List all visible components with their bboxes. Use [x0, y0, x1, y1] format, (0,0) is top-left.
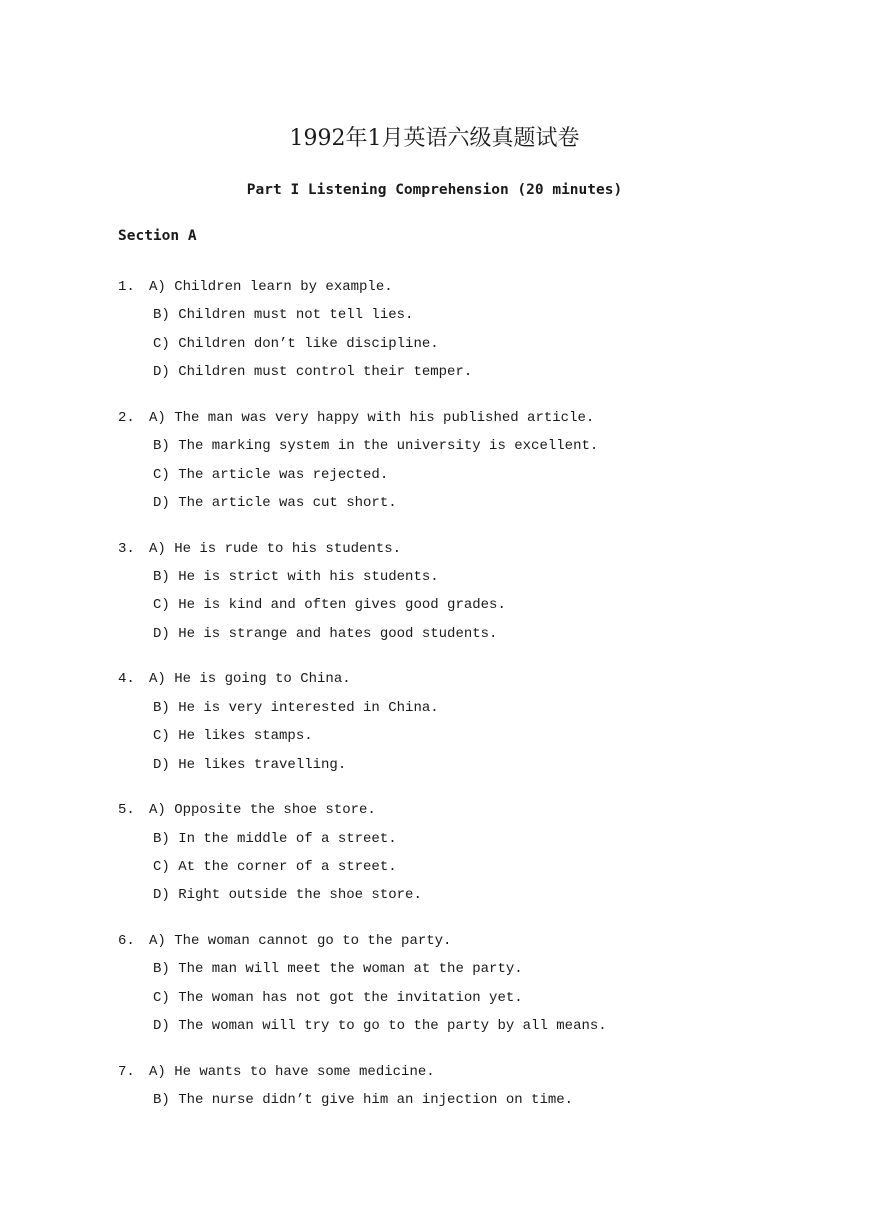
option-c: C) He likes stamps.	[153, 728, 313, 744]
option-d: D) Children must control their temper.	[153, 364, 473, 380]
option-c: C) The article was rejected.	[153, 467, 389, 483]
option-c: C) He is kind and often gives good grades.	[153, 597, 506, 613]
option-a: A) He wants to have some medicine.	[149, 1064, 435, 1080]
option-a: A) The woman cannot go to the party.	[149, 933, 452, 949]
document-title: 1992年1月英语六级真题试卷	[289, 126, 580, 151]
question-number: 7.	[118, 1064, 135, 1080]
option-b: B) The man will meet the woman at the party.	[153, 961, 523, 977]
question-number: 2.	[118, 410, 135, 426]
option-d: D) The woman will try to go to the party by all means.	[153, 1018, 607, 1034]
question-number: 4.	[118, 671, 135, 687]
part-heading: Part I Listening Comprehension (20 minutes)	[246, 182, 623, 198]
question-number: 6.	[118, 933, 135, 949]
question-number: 1.	[118, 279, 135, 295]
section-heading: Section A	[118, 228, 197, 244]
option-b: B) In the middle of a street.	[153, 831, 397, 847]
option-b: B) He is strict with his students.	[153, 569, 439, 585]
option-a: A) Opposite the shoe store.	[149, 802, 376, 818]
option-a: A) The man was very happy with his published article.	[149, 410, 595, 426]
option-b: B) Children must not tell lies.	[153, 307, 414, 323]
question-number: 3.	[118, 541, 135, 557]
option-a: A) He is going to China.	[149, 671, 351, 687]
option-c: C) The woman has not got the invitation yet.	[153, 990, 523, 1006]
option-b: B) The nurse didn’t give him an injection on time.	[153, 1092, 574, 1108]
option-c: C) Children don’t like discipline.	[153, 336, 439, 352]
option-b: B) He is very interested in China.	[153, 700, 439, 716]
option-d: D) Right outside the shoe store.	[153, 887, 422, 903]
option-c: C) At the corner of a street.	[153, 859, 397, 875]
option-a: A) He is rude to his students.	[149, 541, 402, 557]
option-a: A) Children learn by example.	[149, 279, 393, 295]
question-number: 5.	[118, 802, 135, 818]
option-b: B) The marking system in the university is excellent.	[153, 438, 599, 454]
option-d: D) He is strange and hates good students.	[153, 626, 498, 642]
option-d: D) The article was cut short.	[153, 495, 397, 511]
option-d: D) He likes travelling.	[153, 757, 347, 773]
